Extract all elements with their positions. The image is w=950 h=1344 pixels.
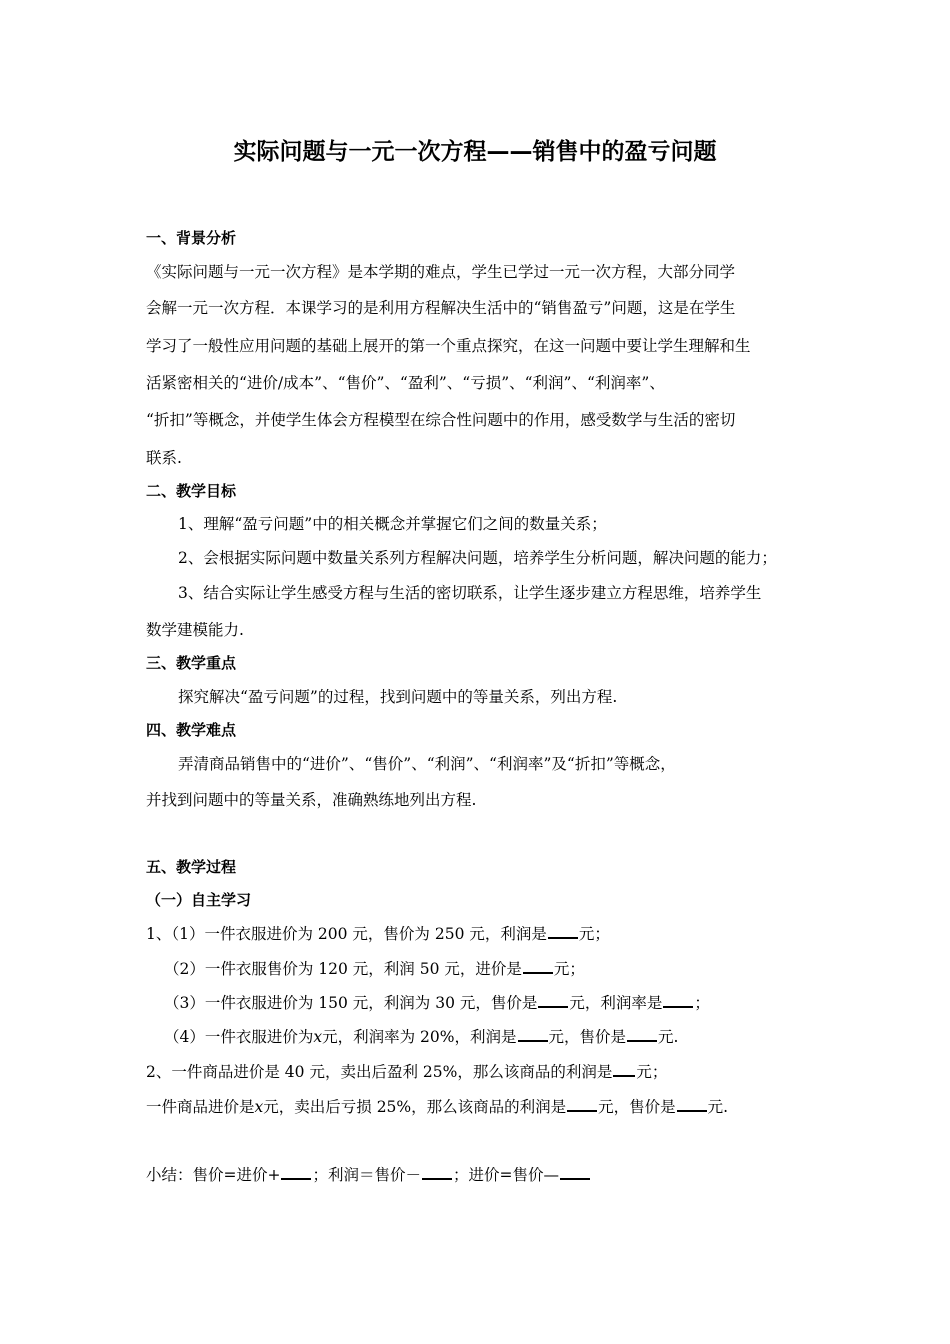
question-text: 元，利润率为 20%，利润是 — [322, 1028, 517, 1046]
question-text: 元，卖出后亏损 25%，那么该商品的利润是 — [263, 1098, 567, 1116]
question-2-line-2 — [146, 1096, 728, 1117]
answer-blank[interactable] — [613, 1061, 635, 1077]
answer-blank[interactable] — [627, 1026, 657, 1042]
question-text: （4）一件衣服进价为 — [164, 1028, 314, 1046]
answer-blank[interactable] — [523, 958, 553, 974]
objective-item: 3、结合实际让学生感受方程与生活的密切联系，让学生逐步建立方程思维，培养学生 — [178, 584, 762, 602]
answer-blank[interactable] — [560, 1164, 590, 1180]
objective-item-continued: 数学建模能力. — [146, 621, 244, 639]
question-text: 2、一件商品进价是 40 元，卖出后盈利 25%，那么该商品的利润是 — [146, 1063, 613, 1081]
answer-blank[interactable] — [281, 1164, 311, 1180]
question-text: 元； — [636, 1063, 668, 1081]
question-text: 元，售价是 — [598, 1098, 676, 1116]
objective-item: 2、会根据实际问题中数量关系列方程解决问题，培养学生分析问题，解决问题的能力； — [178, 549, 777, 567]
question-1-part-2 — [164, 958, 585, 979]
paragraph-line: 联系. — [146, 449, 182, 467]
question-text: 元； — [578, 925, 610, 943]
question-text: 1、（1）一件衣服进价为 200 元，售价为 250 元，利润是 — [146, 925, 547, 943]
answer-blank[interactable] — [677, 1096, 707, 1112]
paragraph-line: 弄清商品销售中的“进价”、“售价”、“利润”、“利润率”及“折扣”等概念， — [178, 755, 676, 773]
paragraph-line: 并找到问题中的等量关系，准确熟练地列出方程. — [146, 791, 477, 809]
paragraph-line: 《实际问题与一元一次方程》是本学期的难点，学生已学过一元一次方程，大部分同学 — [146, 263, 736, 281]
answer-blank[interactable] — [422, 1164, 452, 1180]
paragraph-line: 学习了一般性应用问题的基础上展开的第一个重点探究，在这一问题中要让学生理解和生 — [146, 337, 751, 355]
variable-x: x — [254, 1098, 264, 1116]
section-heading-background: 一、背景分析 — [146, 229, 237, 247]
question-text: 元，利润率是 — [569, 994, 663, 1012]
question-text: 元. — [707, 1098, 729, 1116]
paragraph-line: 探究解决“盈亏问题”的过程，找到问题中的等量关系，列出方程. — [178, 688, 618, 706]
question-1-part-1 — [146, 923, 610, 944]
paragraph-line: 会解一元一次方程．本课学习的是利用方程解决生活中的“销售盈亏”问题，这是在学生 — [146, 299, 736, 317]
answer-blank[interactable] — [567, 1096, 597, 1112]
question-text: 元. — [658, 1028, 679, 1046]
answer-blank[interactable] — [518, 1026, 548, 1042]
answer-blank[interactable] — [538, 992, 568, 1008]
question-text: （3）一件衣服进价为 150 元，利润为 30 元，售价是 — [164, 994, 538, 1012]
paragraph-line: 活紧密相关的“进价/成本”、“售价”、“盈利”、“亏损”、“利润”、“利润率”、 — [146, 374, 665, 392]
question-text: ； — [694, 994, 710, 1012]
question-text: 元，售价是 — [548, 1028, 627, 1046]
section-heading-difficulties: 四、教学难点 — [146, 721, 237, 739]
paragraph-line: “折扣”等概念，并使学生体会方程模型在综合性问题中的作用，感受数学与生活的密切 — [146, 411, 736, 429]
summary-text: 小结：售价=进价+ — [146, 1166, 281, 1184]
summary-line — [146, 1164, 591, 1185]
summary-text: ；进价=售价— — [453, 1166, 559, 1184]
variable-x: x — [313, 1028, 323, 1046]
question-1-part-4 — [164, 1026, 678, 1047]
answer-blank[interactable] — [663, 992, 693, 1008]
page-title: 实际问题与一元一次方程——销售中的盈亏问题 — [233, 139, 717, 165]
question-text: 一件商品进价是 — [146, 1098, 255, 1116]
question-2-line-1 — [146, 1061, 667, 1082]
objective-item: 1、理解“盈亏问题”中的相关概念并掌握它们之间的数量关系； — [178, 515, 607, 533]
summary-text: ；利润＝售价－ — [312, 1166, 421, 1184]
subsection-heading-self-study: （一）自主学习 — [146, 891, 252, 909]
answer-blank[interactable] — [548, 923, 578, 939]
question-text: 元； — [553, 960, 585, 978]
question-1-part-3 — [164, 992, 710, 1013]
question-text: （2）一件衣服售价为 120 元，利润 50 元，进价是 — [164, 960, 522, 978]
section-heading-objectives: 二、教学目标 — [146, 482, 237, 500]
section-heading-process: 五、教学过程 — [146, 858, 237, 876]
section-heading-key-points: 三、教学重点 — [146, 654, 237, 672]
